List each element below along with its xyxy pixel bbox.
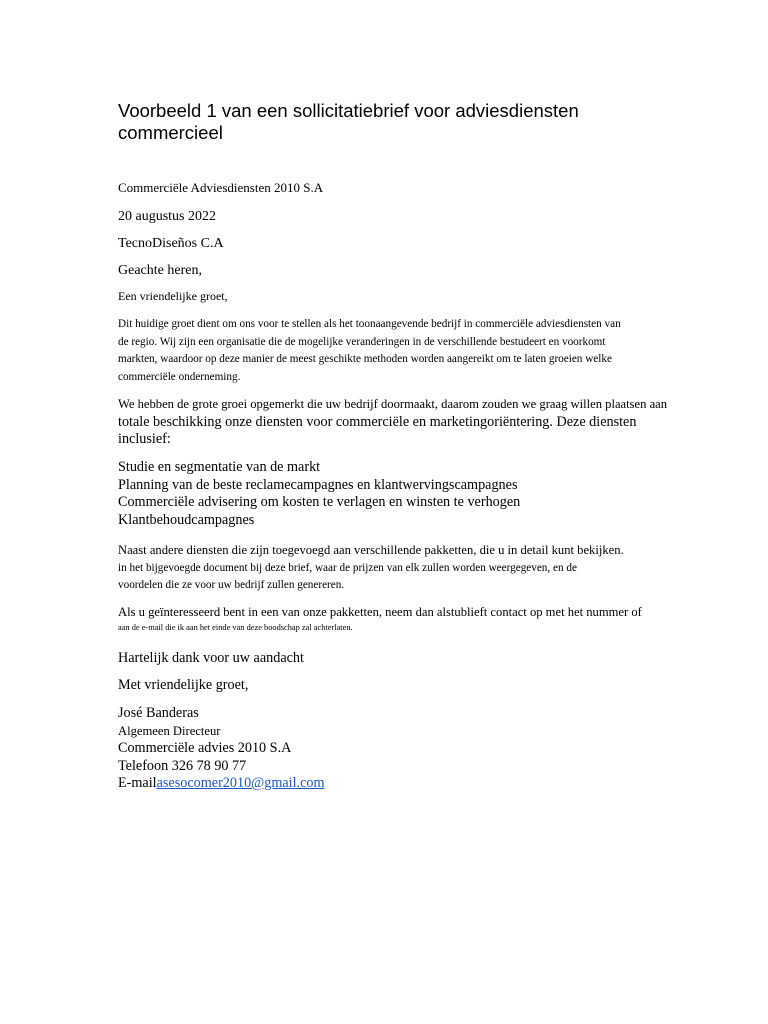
- intro-line: Dit huidige groet dient om ons voor te stellen als het toonaangevende bedrijf in commerciële adviesdiensten van: [118, 318, 621, 330]
- intro-line: de regio. Wij zijn een organisatie die de mogelijke veranderingen in de verschillende bestudeert en voorkomt: [118, 335, 606, 348]
- intro-paragraph: [118, 316, 621, 386]
- growth-line: We hebben de grote groei opgemerkt die uw bedrijf doormaakt, daarom zouden we graag willen plaatsen aan: [118, 397, 668, 411]
- sender-line: Commerciële Adviesdiensten 2010 S.A: [118, 180, 324, 195]
- greeting-line: Een vriendelijke groet,: [118, 289, 228, 303]
- date-line: 20 augustus 2022: [118, 209, 216, 224]
- services-list: [118, 459, 520, 529]
- email-link[interactable]: asesocomer2010@gmail.com: [156, 775, 325, 791]
- service-item: Planning van de beste reclamecampagnes en klantwervingscampagnes: [118, 476, 518, 493]
- contact-line: aan de e-mail die ik aan het einde van deze boodschap zal achterlaten.: [118, 622, 353, 632]
- thanks-line: Hartelijk dank voor uw aandacht: [118, 650, 304, 666]
- packages-paragraph: [118, 542, 624, 595]
- contact-paragraph: [118, 604, 642, 634]
- contact-line: Als u geïnteresseerd bent in een van onze pakketten, neem dan alstublieft contact op met het nummer of: [118, 605, 642, 619]
- growth-line: totale beschikking onze diensten voor commerciële en marketingoriëntering. Deze diensten: [118, 413, 637, 430]
- signature-block: [118, 705, 325, 793]
- signature-email-row: [118, 775, 325, 793]
- service-item: Studie en segmentatie van de markt: [118, 459, 321, 475]
- service-item: Commerciële advisering om kosten te verlagen en winsten te verhogen: [118, 494, 521, 510]
- growth-line: inclusief:: [118, 431, 171, 447]
- intro-line: commerciële onderneming.: [118, 370, 241, 383]
- intro-line: markten, waardoor op deze manier de meest geschikte methoden worden aangereikt om te laten groeien welke: [118, 353, 612, 365]
- signature-company: Commerciële advies 2010 S.A: [118, 740, 292, 756]
- growth-paragraph: [118, 396, 667, 449]
- packages-line: Naast andere diensten die zijn toegevoegd aan verschillende pakketten, die u in detail kunt bekijken.: [118, 543, 624, 557]
- packages-line: in het bijgevoegde document bij deze brief, waar de prijzen van elk zullen worden weergegeven, en de: [118, 561, 577, 574]
- signature-role: Algemeen Directeur: [118, 723, 221, 738]
- recipient-line: TecnoDiseños C.A: [118, 236, 224, 251]
- service-item: Klantbehoudcampagnes: [118, 511, 255, 528]
- closing-line: Met vriendelijke groet,: [118, 677, 249, 693]
- email-label: E-mail: [118, 775, 157, 791]
- signature-phone: Telefoon 326 78 90 77: [118, 757, 247, 774]
- packages-line: voordelen die ze voor uw bedrijf zullen genereren.: [118, 579, 345, 591]
- document-title: Voorbeeld 1 van een sollicitatiebrief voor adviesdiensten commercieel: [118, 100, 579, 143]
- signature-name: José Banderas: [118, 705, 199, 721]
- salutation-line: Geachte heren,: [118, 263, 202, 278]
